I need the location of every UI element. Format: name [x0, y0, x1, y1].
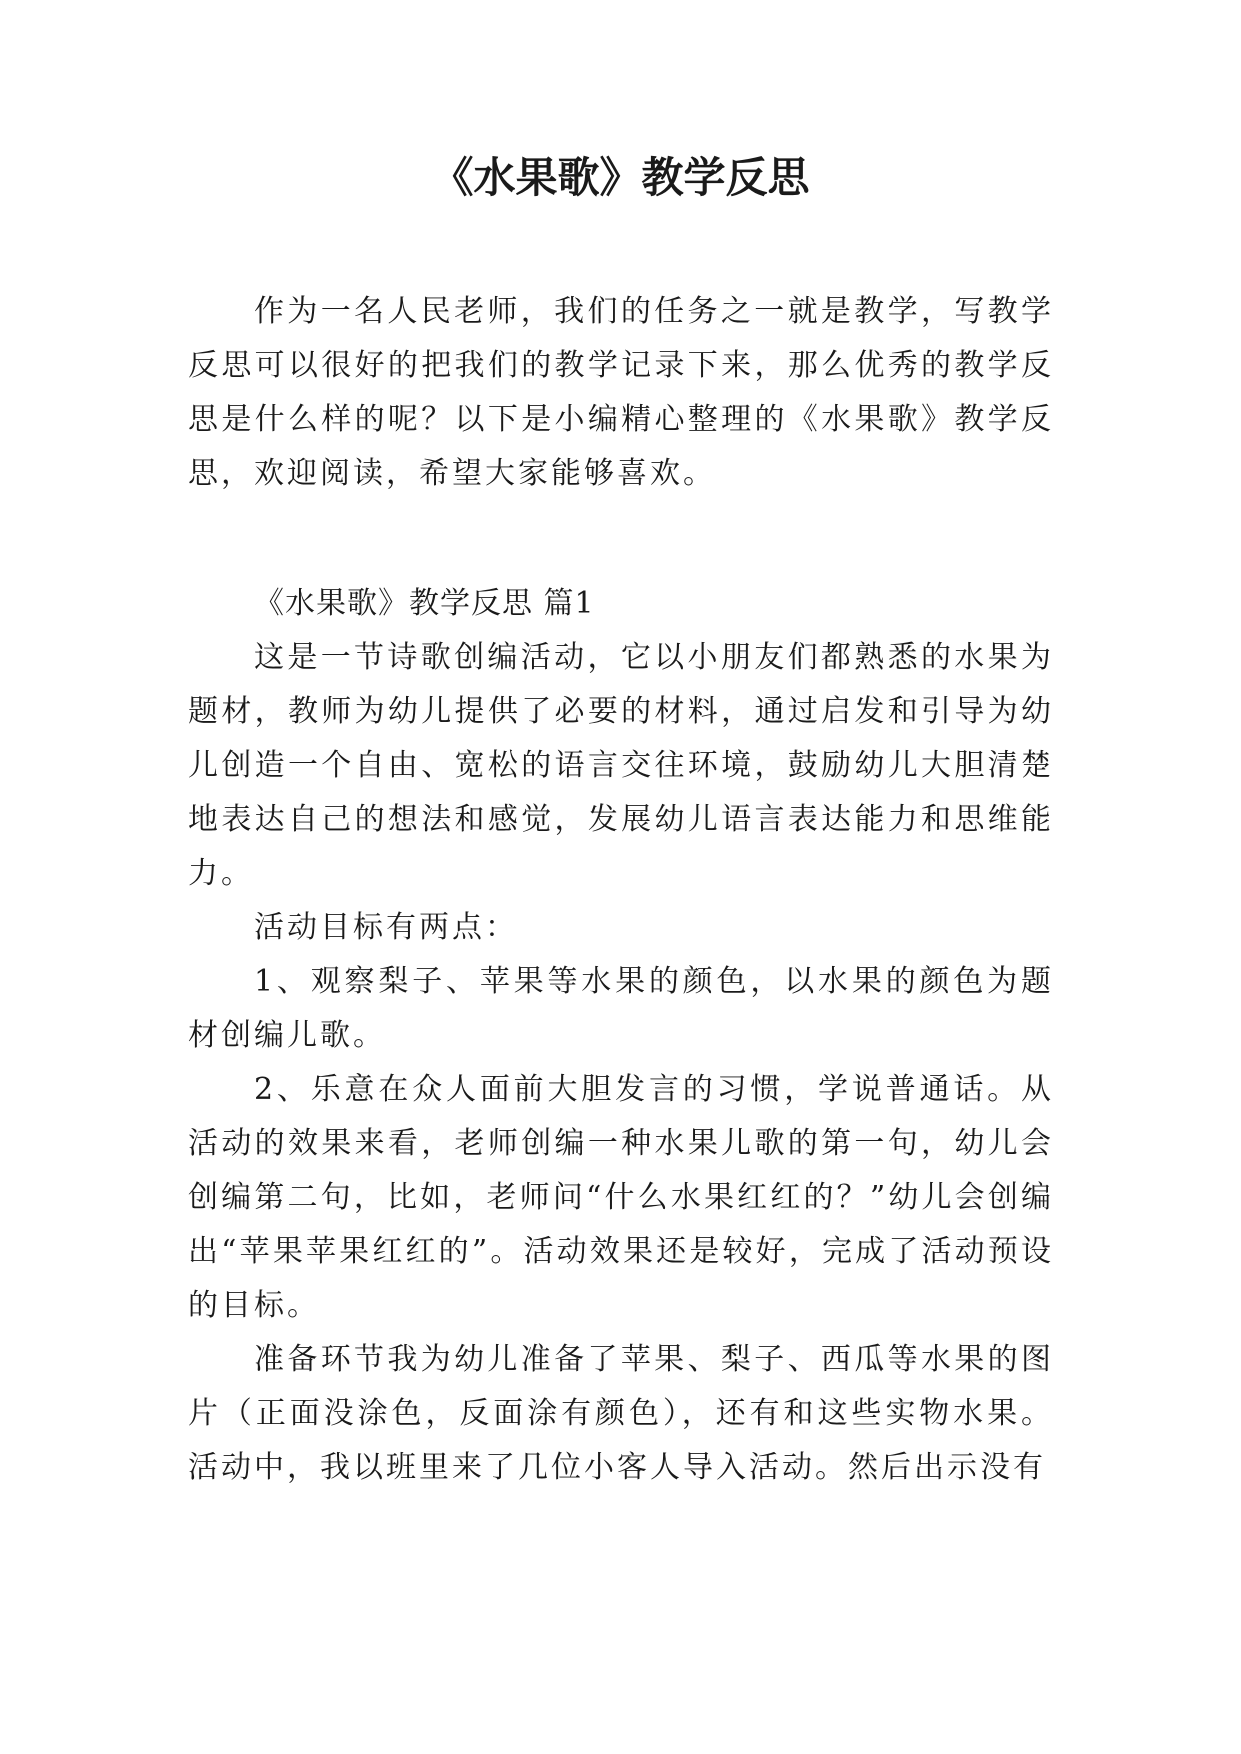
- document-body: [188, 285, 1054, 1495]
- body-paragraph: 这是一节诗歌创编活动，它以小朋友们都熟悉的水果为题材，教师为幼儿提供了必要的材料，通过启发和引导为幼儿创造一个自由、宽松的语言交往环境，鼓励幼儿大胆清楚地表达自己的想法和感觉，发展幼儿语言表达能力和思维能力。: [188, 640, 1054, 891]
- section-heading: 《水果歌》教学反思 篇1: [254, 586, 595, 621]
- body-paragraph: 活动目标有两点：: [254, 910, 518, 945]
- document-title: 《水果歌》教学反思: [431, 153, 810, 202]
- intro-paragraph: 作为一名人民老师，我们的任务之一就是教学，写教学反思可以很好的把我们的教学记录下来，那么优秀的教学反思是什么样的呢？以下是小编精心整理的《水果歌》教学反思，欢迎阅读，希望大家能够喜欢。: [188, 294, 1054, 491]
- body-paragraph: 1、观察梨子、苹果等水果的颜色，以水果的颜色为题材创编儿歌。: [188, 964, 1054, 1053]
- body-paragraph: 准备环节我为幼儿准备了苹果、梨子、西瓜等水果的图片（正面没涂色，反面涂有颜色），还有和这些实物水果。活动中，我以班里来了几位小客人导入活动。然后出示没有: [188, 1342, 1054, 1485]
- body-paragraph: 2、乐意在众人面前大胆发言的习惯，学说普通话。从活动的效果来看，老师创编一种水果儿歌的第一句，幼儿会创编第二句，比如，老师问“什么水果红红的？”幼儿会创编出“苹果苹果红红的”。活动效果还是较好，完成了活动预设的目标。: [188, 1072, 1054, 1323]
